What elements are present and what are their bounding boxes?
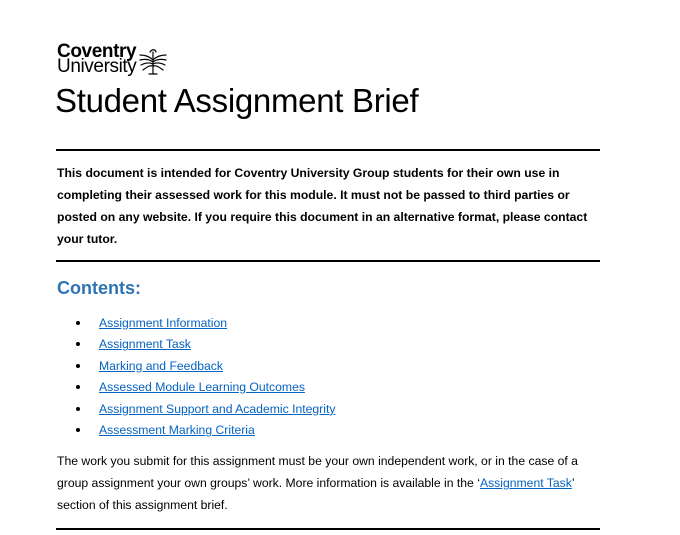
bullet-icon	[76, 385, 80, 389]
link-assignment-information[interactable]: Assignment Information	[99, 315, 228, 330]
list-item	[76, 312, 335, 334]
coventry-university-logo	[57, 41, 169, 78]
bullet-icon	[76, 428, 80, 432]
closing-text-after: ’ section of this assignment brief.	[57, 476, 575, 512]
link-assignment-task[interactable]: Assignment Task	[99, 337, 191, 352]
usage-notice: This document is intended for Coventry University Group students for their own use in completing their assessed work for this module. It must not be passed to third parties or posted on any website. If you require this document in an alternative format, please contact your tutor.	[57, 166, 588, 246]
link-learning-outcomes[interactable]: Assessed Module Learning Outcomes	[99, 380, 305, 395]
bullet-icon	[76, 321, 80, 325]
page-title: Student Assignment Brief	[55, 82, 419, 119]
link-marking-criteria[interactable]: Assessment Marking Criteria	[99, 423, 255, 438]
logo-line-university: University	[57, 56, 137, 77]
list-item	[76, 334, 335, 356]
closing-paragraph	[57, 450, 592, 516]
link-support-and-integrity[interactable]: Assignment Support and Academic Integrity	[99, 401, 336, 416]
contents-heading: Contents:	[57, 278, 141, 298]
list-item	[76, 355, 335, 377]
logo-line-coventry: Coventry	[57, 41, 137, 62]
inline-link-assignment-task[interactable]: Assignment Task	[479, 476, 572, 490]
list-item	[76, 420, 335, 442]
phoenix-icon	[137, 46, 169, 78]
bullet-icon	[76, 342, 80, 346]
link-marking-and-feedback[interactable]: Marking and Feedback	[99, 358, 223, 373]
divider-middle	[56, 260, 600, 262]
list-item	[76, 377, 335, 399]
contents-list	[76, 312, 335, 441]
divider-bottom	[56, 528, 600, 530]
divider-top	[56, 149, 600, 151]
closing-text-before: The work you submit for this assignment must be your own independent work, or in the case of a group assignment your own groups’ work. More information is available in the ‘	[57, 454, 578, 490]
bullet-icon	[76, 364, 80, 368]
list-item	[76, 398, 335, 420]
bullet-icon	[76, 407, 80, 411]
